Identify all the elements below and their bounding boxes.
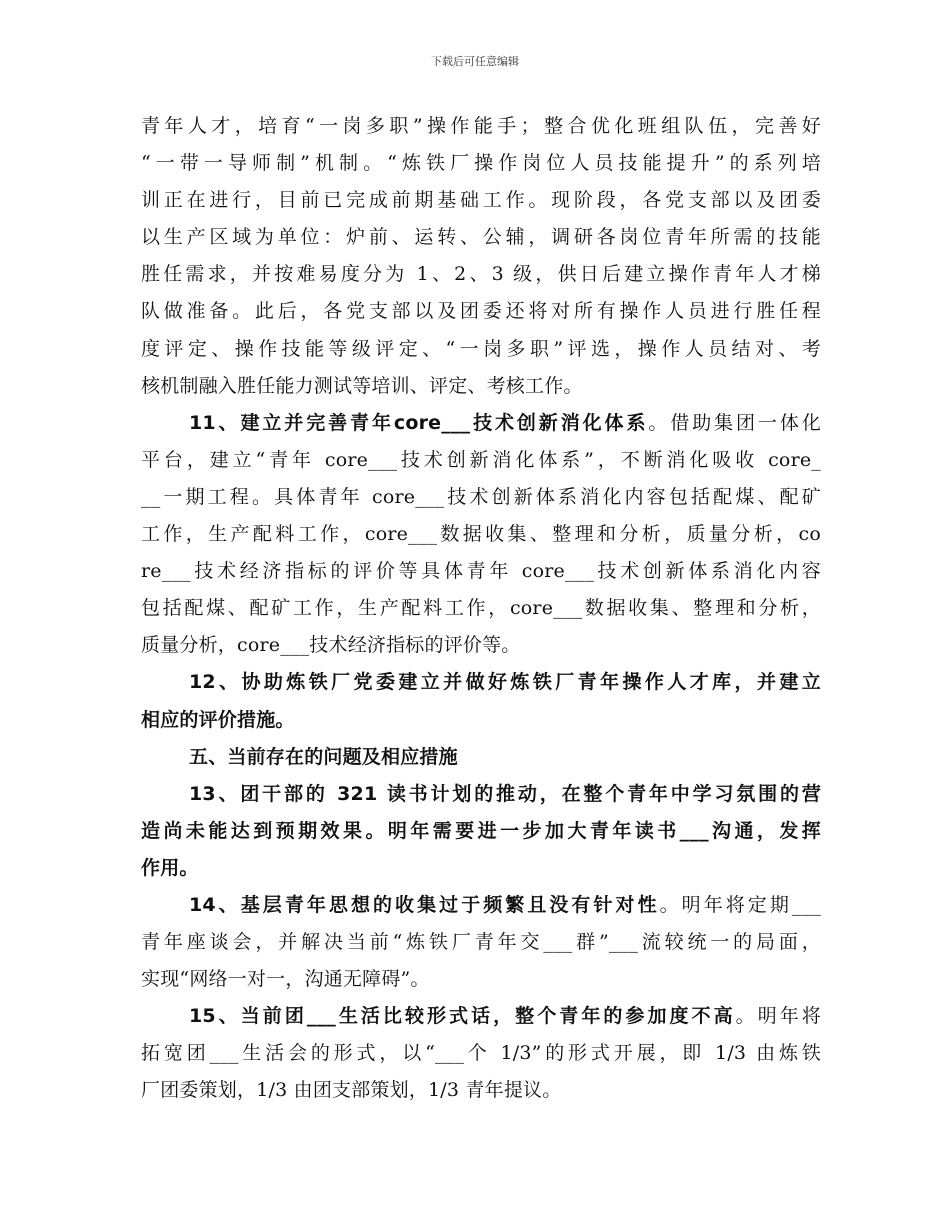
text-line [141, 219, 821, 256]
bold-heading: 13、团干部的 321 读书计划的推动，在整个青年中学习氛围的营 [189, 782, 821, 805]
page-header: 下载后可任意编辑 [431, 55, 519, 68]
body-text: 训正在进行，目前已完成前期基础工作。现阶段，各党支部以及团委 [141, 189, 821, 212]
body-text: 青年人才，培育“一岗多职”操作能手；整合优化班组队伍，完善好 [141, 115, 821, 137]
body-text: 工作，生产配料工作，core___数据收集、整理和分析，质量分析，co [141, 523, 821, 546]
bold-heading: 14、基层青年思想的收集过于频繁且没有针对性 [189, 893, 660, 916]
bold-heading: 12、协助炼铁厂党委建立并做好炼铁厂青年操作人才库，并建立 [189, 671, 821, 694]
text-line [141, 776, 821, 813]
text-line [141, 739, 821, 776]
body-text: 青年座谈会，并解决当前“炼铁厂青年交___群”___流较统一的局面， [141, 931, 821, 954]
text-line [141, 664, 821, 701]
body-text: 核机制融入胜任能力测试等培训、评定、考核工作。 [141, 374, 583, 397]
body-text: re___技术经济指标的评价等具体青年 core___技术创新体系消化内容 [141, 560, 821, 583]
text-line [141, 702, 821, 739]
text-line [141, 182, 821, 219]
text-line [141, 293, 821, 330]
text-line [141, 479, 821, 516]
body-text: 以生产区域为单位：炉前、运转、公辅，调研各岗位青年所需的技能 [141, 226, 821, 249]
bold-heading: 五、当前存在的问题及相应措施 [189, 745, 458, 768]
body-text: 胜任需求，并按难易度分为 1、2、3 级，供日后建立操作青年人才梯 [141, 263, 821, 286]
text-line [141, 627, 821, 664]
document-body [141, 108, 821, 1110]
bold-heading: 作用。 [141, 856, 199, 879]
text-line [141, 590, 821, 627]
body-text: “一带一导师制”机制。“炼铁厂操作岗位人员技能提升”的系列培 [141, 152, 821, 175]
bold-heading: 相应的评价措施。 [141, 708, 295, 731]
text-line [141, 1035, 821, 1072]
text-line [141, 442, 821, 479]
body-text: 平台，建立“青年 core___技术创新消化体系”，不断消化吸收 core_ [141, 448, 821, 471]
bold-heading: 造尚未能达到预期效果。明年需要进一步加大青年读书___沟通，发挥 [141, 819, 821, 842]
text-line [141, 924, 821, 961]
body-text: 度评定、操作技能等级评定、“一岗多职”评选，操作人员结对、考 [141, 337, 821, 360]
text-line [141, 887, 821, 924]
body-text: 包括配煤、配矿工作，生产配料工作，core___数据收集、整理和分析， [141, 597, 821, 620]
text-line [141, 331, 821, 368]
text-line [141, 961, 821, 998]
text-line [141, 553, 821, 590]
body-text: 队做准备。此后，各党支部以及团委还将对所有操作人员进行胜任程 [141, 300, 821, 323]
bold-heading: 11、建立并完善青年core___技术创新消化体系 [189, 411, 649, 434]
text-line [141, 813, 821, 850]
text-line [141, 368, 821, 405]
text-line [141, 998, 821, 1035]
text-line [141, 108, 821, 145]
body-text: __一期工程。具体青年 core___技术创新体系消化内容包括配煤、配矿 [141, 485, 821, 508]
text-line [141, 516, 821, 553]
text-line [141, 256, 821, 293]
body-text: 质量分析，core___技术经济指标的评价等。 [141, 634, 521, 657]
text-line [141, 405, 821, 442]
text-line [141, 145, 821, 182]
body-text: 。明年将 [735, 1005, 821, 1028]
body-text: 厂团委策划，1/3 由团支部策划，1/3 青年提议。 [141, 1079, 562, 1102]
text-line [141, 850, 821, 887]
text-line [141, 1072, 821, 1109]
body-text: 实现“网络一对一，沟通无障碍”。 [141, 968, 430, 991]
body-text: 。借助集团一体化 [648, 411, 821, 434]
body-text: 。明年将定期___ [659, 893, 821, 916]
body-text: 拓宽团___生活会的形式，以“___个 1/3”的形式开展，即 1/3 由炼铁 [141, 1042, 821, 1065]
bold-heading: 15、当前团___生活比较形式话，整个青年的参加度不高 [189, 1005, 736, 1028]
